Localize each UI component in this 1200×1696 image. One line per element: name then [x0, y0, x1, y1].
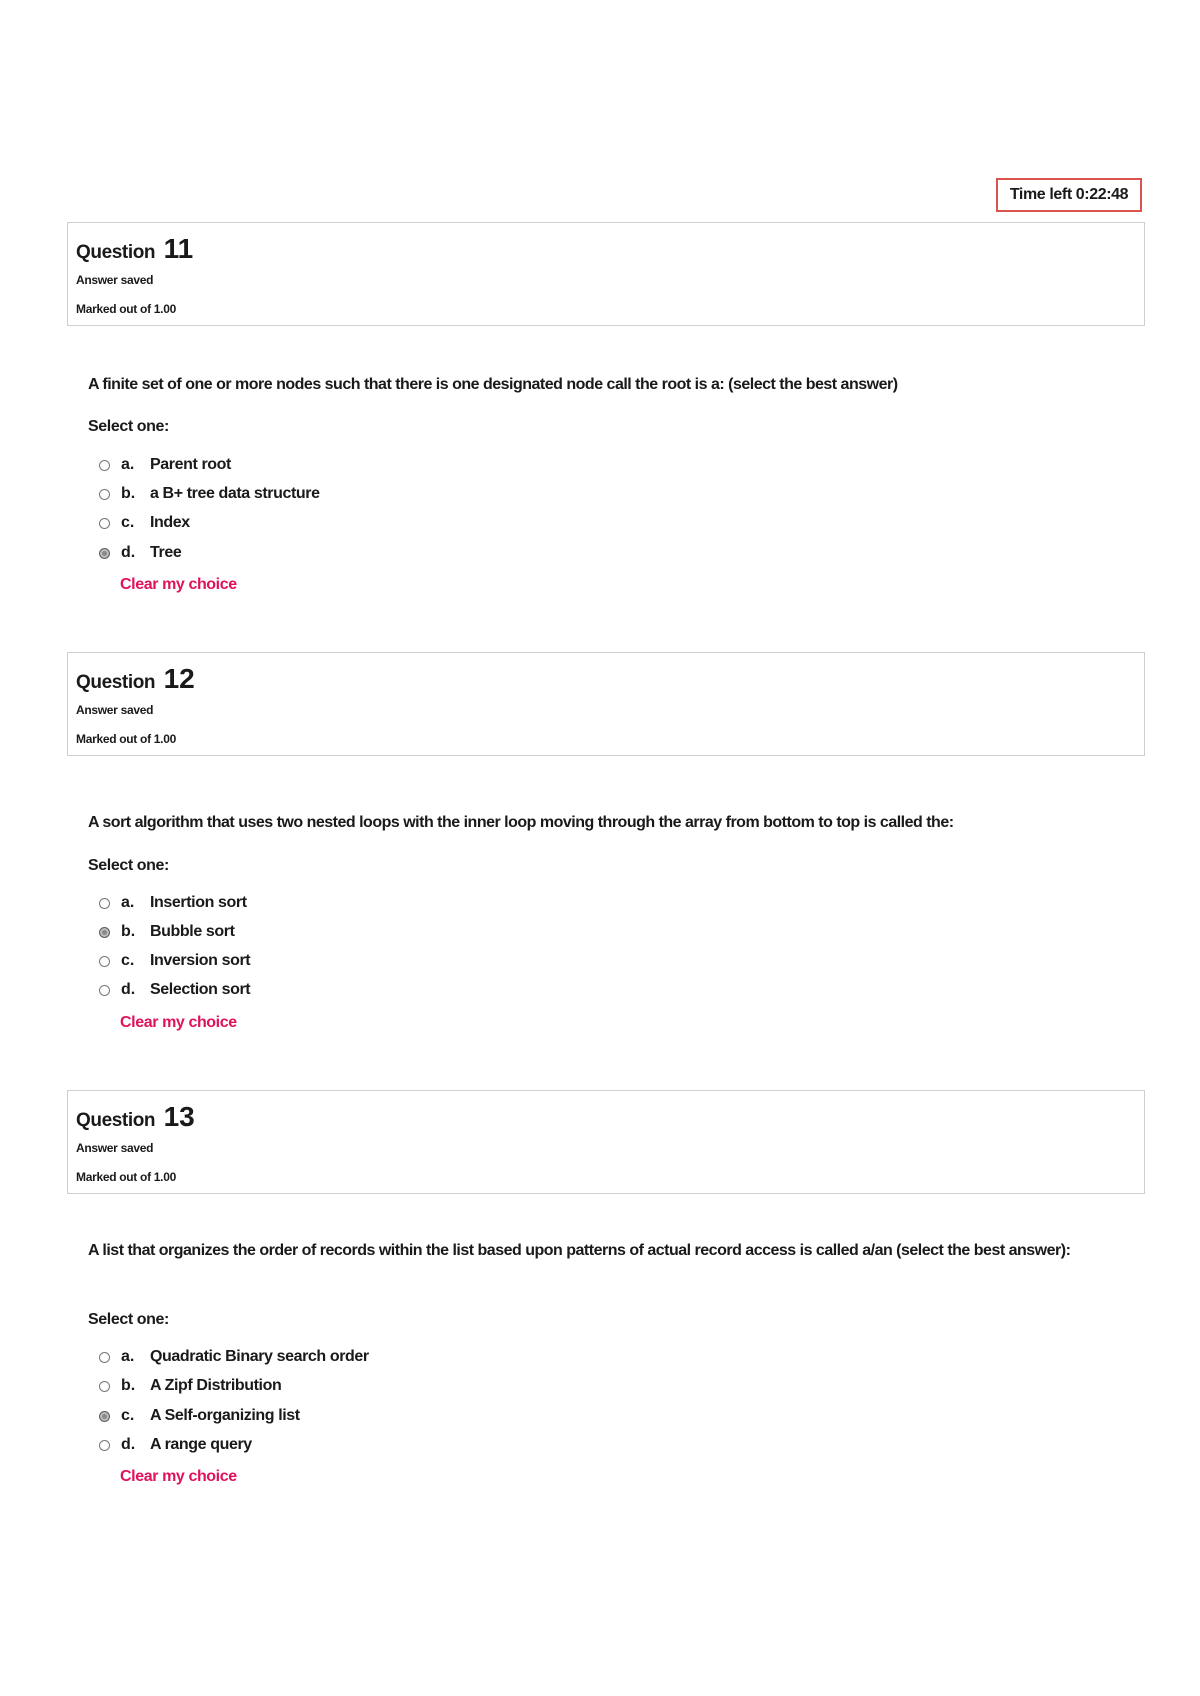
select-one-prompt: Select one: [88, 1311, 169, 1328]
option-letter: a. [121, 894, 135, 911]
question-text: A finite set of one or more nodes such that there is one designated node call the root is a: (select the best answer) [88, 376, 898, 393]
option-label[interactable]: Parent root [150, 456, 231, 473]
option-label[interactable]: A range query [150, 1436, 252, 1453]
question-grade: Marked out of 1.00 [76, 1170, 176, 1184]
question-word: Question [76, 1110, 156, 1131]
option-letter: b. [121, 1377, 136, 1394]
answer-option[interactable] [99, 1347, 369, 1367]
option-letter: c. [121, 1407, 135, 1424]
option-label[interactable]: A Zipf Distribution [150, 1377, 282, 1394]
option-label[interactable]: Quadratic Binary search order [150, 1348, 369, 1365]
radio-button[interactable] [99, 956, 110, 967]
question-number-value: 11 [163, 233, 194, 264]
option-label[interactable]: Index [150, 514, 190, 531]
answer-option[interactable] [99, 893, 247, 913]
radio-button[interactable] [99, 1352, 110, 1363]
question-state: Answer saved [76, 1141, 154, 1155]
option-letter: c. [121, 952, 135, 969]
question-number-value: 13 [163, 1101, 195, 1132]
option-label[interactable]: Inversion sort [150, 952, 251, 969]
radio-button[interactable] [99, 898, 110, 909]
question-number [76, 1101, 195, 1133]
answer-option[interactable] [99, 951, 250, 971]
option-label[interactable]: A Self-organizing list [150, 1407, 300, 1424]
option-letter: d. [121, 981, 136, 998]
clear-choice-link[interactable]: Clear my choice [120, 576, 237, 593]
radio-button[interactable] [99, 518, 110, 529]
option-letter: a. [121, 1348, 135, 1365]
question-grade: Marked out of 1.00 [76, 732, 176, 746]
question-state: Answer saved [76, 273, 154, 287]
answer-option[interactable] [99, 1406, 300, 1426]
radio-button[interactable] [99, 489, 110, 500]
option-label[interactable]: Insertion sort [150, 894, 247, 911]
answer-option[interactable] [99, 980, 250, 1000]
question-word: Question [76, 672, 156, 693]
select-one-prompt: Select one: [88, 418, 169, 435]
answer-option[interactable] [99, 513, 190, 533]
question-number [76, 663, 195, 695]
radio-button[interactable] [99, 1440, 110, 1451]
radio-button[interactable] [99, 1381, 110, 1392]
option-letter: d. [121, 1436, 136, 1453]
time-left-timer: Time left 0:22:48 [996, 178, 1142, 212]
answer-option[interactable] [99, 1435, 252, 1455]
radio-button-selected[interactable] [99, 1411, 110, 1422]
question-info-box [67, 1090, 1145, 1194]
radio-button[interactable] [99, 985, 110, 996]
option-label[interactable]: Bubble sort [150, 923, 235, 940]
question-info-box [67, 652, 1145, 756]
question-state: Answer saved [76, 703, 154, 717]
option-label[interactable]: Tree [150, 544, 182, 561]
radio-button-selected[interactable] [99, 927, 110, 938]
select-one-prompt: Select one: [88, 857, 169, 874]
radio-button-selected[interactable] [99, 548, 110, 559]
question-info-box [67, 222, 1145, 326]
question-text: A sort algorithm that uses two nested loops with the inner loop moving through the array from bottom to top is called the: [88, 814, 954, 831]
question-number [76, 233, 193, 265]
answer-option[interactable] [99, 1376, 281, 1396]
option-letter: d. [121, 544, 136, 561]
question-grade: Marked out of 1.00 [76, 302, 176, 316]
answer-option[interactable] [99, 922, 235, 942]
answer-option[interactable] [99, 455, 231, 475]
radio-button[interactable] [99, 460, 110, 471]
question-word: Question [76, 242, 156, 263]
answer-option[interactable] [99, 543, 181, 563]
option-letter: b. [121, 923, 136, 940]
question-number-value: 12 [163, 663, 195, 694]
option-label[interactable]: a B+ tree data structure [150, 485, 320, 502]
option-letter: a. [121, 456, 135, 473]
answer-option[interactable] [99, 484, 320, 504]
option-letter: c. [121, 514, 135, 531]
option-label[interactable]: Selection sort [150, 981, 251, 998]
option-letter: b. [121, 485, 136, 502]
clear-choice-link[interactable]: Clear my choice [120, 1468, 237, 1485]
clear-choice-link[interactable]: Clear my choice [120, 1014, 237, 1031]
question-text: A list that organizes the order of records within the list based upon patterns of actual record access is called a/an (select the best answer): [88, 1242, 1071, 1259]
